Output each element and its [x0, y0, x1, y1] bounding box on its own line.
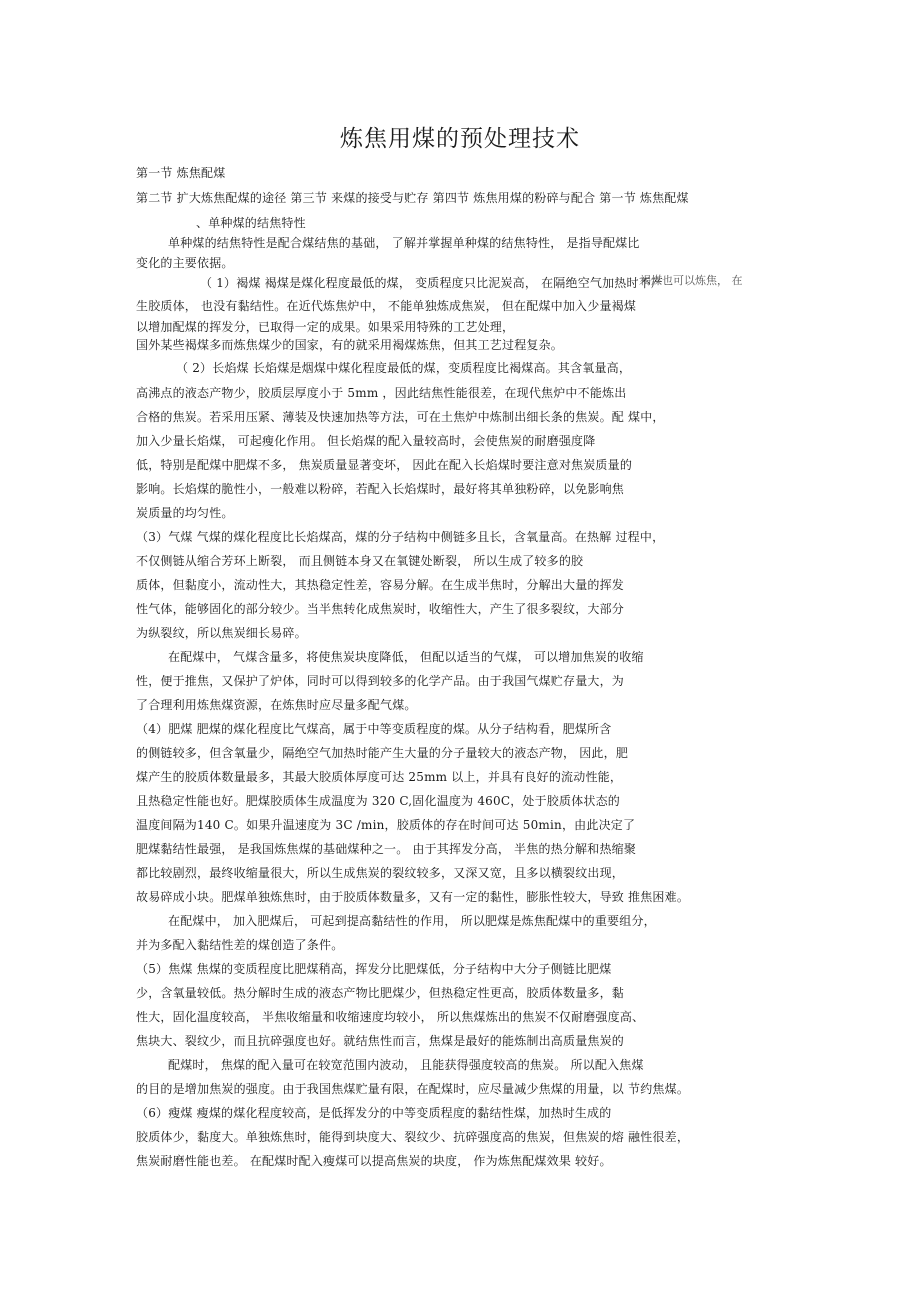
text-line: 国外某些褐煤多而炼焦煤少的国家，有的就采用褐煤炼焦，但其工艺过程复杂。	[136, 338, 564, 352]
text-line: （3）气煤 气煤的煤化程度比长焰煤高，煤的分子结构中侧链多且长，含氧量高。在热解 过程中，	[136, 530, 665, 544]
text-line: 生胶质体， 也没有黏结性。在近代炼焦炉中， 不能单独炼成焦炭， 但在配煤中加入少量褐煤	[136, 299, 637, 313]
text-line: 单种煤的结焦特性是配合煤结焦的基础， 了解并掌握单种煤的结焦特性， 是指导配煤比	[168, 236, 640, 250]
text-line: 为纵裂纹，所以焦炭细长易碎。	[136, 626, 307, 640]
text-line: （5）焦煤 焦煤的变质程度比肥煤稍高，挥发分比肥煤低，分子结构中大分子侧链比肥煤	[136, 962, 612, 976]
text-line: 加入少量长焰煤， 可起瘦化作用。 但长焰煤的配入量较高时，会使焦炭的耐磨强度降	[136, 434, 596, 448]
text-line: 在配煤中， 气煤含量多，将使焦炭块度降低， 但配以适当的气煤， 可以增加焦炭的收缩	[168, 650, 644, 664]
text-line: 的侧链较多，但含氧量少，隔绝空气加热时能产生大量的分子量较大的液态产物， 因此，肥	[136, 746, 629, 760]
text-line: 都比较剧烈，最终收缩量很大，所以生成焦炭的裂纹较多，又深又宽，且多以横裂纹出现，	[136, 866, 625, 880]
text-line: 温度间隔为140 C。如果升温速度为 3C /min，胶质体的存在时间可达 50min，由此决定了	[136, 818, 636, 832]
text-line: 肥煤黏结性最强， 是我国炼焦煤的基础煤种之一。 由于其挥发分高， 半焦的热分解和热缩聚	[136, 842, 637, 856]
text-line: 性大，固化温度较高， 半焦收缩量和收缩速度均较小， 所以焦煤炼出的焦炭不仅耐磨强度高、	[136, 1010, 645, 1024]
text-line: 的目的是增加焦炭的强度。由于我国焦煤贮量有限，在配煤时，应尽量减少焦煤的用量，以 节约焦煤。	[136, 1082, 690, 1096]
text-line: 第一节 炼焦配煤	[136, 166, 226, 180]
text-line: （ 2）长焰煤 长焰煤是烟煤中煤化程度最低的煤，变质程度比褐煤高。其含氧量高，	[176, 361, 632, 375]
text-line: 性气体，能够固化的部分较少。当半焦转化成焦炭时，收缩性大，产生了很多裂纹，大部分	[136, 602, 625, 616]
text-line: 并为多配入黏结性差的煤创造了条件。	[136, 938, 344, 952]
text-line: 在配煤中， 加入肥煤后， 可起到提高黏结性的作用， 所以肥煤是炼焦配煤中的重要组分，	[168, 914, 656, 928]
text-line: 变化的主要依据。	[136, 256, 234, 270]
text-line: 少，含氧量较低。热分解时生成的液态产物比肥煤少，但热稳定性更高，胶质体数量多，黏	[136, 986, 625, 1000]
text-line: 影响。长焰煤的脆性小，一般难以粉碎，若配入长焰煤时，最好将其单独粉碎，以免影响焦	[136, 482, 625, 496]
text-line: （ 1）褐煤 褐煤是煤化程度最低的煤， 变质程度只比泥炭高， 在隔绝空气加热时不产	[200, 276, 664, 290]
text-line: （6）瘦煤 瘦煤的煤化程度较高，是低挥发分的中等变质程度的黏结性煤，加热时生成的	[136, 1106, 612, 1120]
text-line: 第二节 扩大炼焦配煤的途径 第三节 来煤的接受与贮存 第四节 炼焦用煤的粉碎与配合 第一节 炼焦配煤	[136, 191, 689, 205]
text-line: 质体，但黏度小，流动性大，其热稳定性差，容易分解。在生成半焦时，分解出大量的挥发	[136, 578, 625, 592]
text-line: 不仅侧链从缩合芳环上断裂， 而且侧链本身又在氧键处断裂， 所以生成了较多的胶	[136, 554, 584, 568]
text-line: 焦炭耐磨性能也差。 在配煤时配入瘦煤可以提高焦炭的块度， 作为炼焦配煤效果 较好。	[136, 1154, 612, 1168]
text-line: 焦块大、裂纹少，而且抗碎强度也好。就结焦性而言，焦煤是最好的能炼制出高质量焦炭的	[136, 1034, 625, 1048]
text-line: （4）肥煤 肥煤的煤化程度比气煤高，属于中等变质程度的煤。从分子结构看，肥煤所含	[136, 722, 612, 736]
text-line: 配煤时， 焦煤的配入量可在较宽范围内波动， 且能获得强度较高的焦炭。 所以配入焦煤	[168, 1058, 644, 1072]
text-line: 合格的焦炭。若采用压紧、薄装及快速加热等方法，可在土焦炉中炼制出细长条的焦炭。配 煤中，	[136, 410, 665, 424]
text-line: 且热稳定性能也好。肥煤胶质体生成温度为 320 C,固化温度为 460C，处于胶质体状态的	[136, 794, 621, 808]
text-line: 以增加配煤的挥发分，已取得一定的成果。如果采用特殊的工艺处理，	[136, 320, 515, 334]
text-line: 了合理利用炼焦煤资源，在炼焦时应尽量多配气煤。	[136, 698, 417, 712]
text-line: 炭质量的均匀性。	[136, 506, 234, 520]
text-line: 性，便于推焦，又保护了炉体，同时可以得到较多的化学产品。由于我国气煤贮存量大，为	[136, 674, 625, 688]
page-title: 炼焦用煤的预处理技术	[340, 126, 580, 152]
text-line: 胶质体少，黏度大。单独炼焦时，能得到块度大、裂纹少、抗碎强度高的焦炭，但焦炭的熔 融性很差，	[136, 1130, 690, 1144]
text-line: 故易碎成小块。肥煤单独炼焦时，由于胶质体数量多，又有一定的黏性，膨胀性较大，导致 推焦困难。	[136, 890, 690, 904]
text-line: 煤产生的胶质体数量最多，其最大胶质体厚度可达 25mm 以上，并具有良好的流动性能，	[136, 770, 623, 784]
text-line: 低，特别是配煤中肥煤不多， 焦炭质量显著变坏， 因此在配入长焰煤时要注意对焦炭质量的	[136, 458, 633, 472]
text-line: 、单种煤的结焦特性	[196, 216, 306, 230]
overlapping-text: 褐煤也可以炼焦， 在	[640, 274, 743, 287]
text-line: 高沸点的液态产物少，胶质层厚度小于 5mm ，因此结焦性能很差，在现代焦炉中不能炼出	[136, 386, 627, 400]
